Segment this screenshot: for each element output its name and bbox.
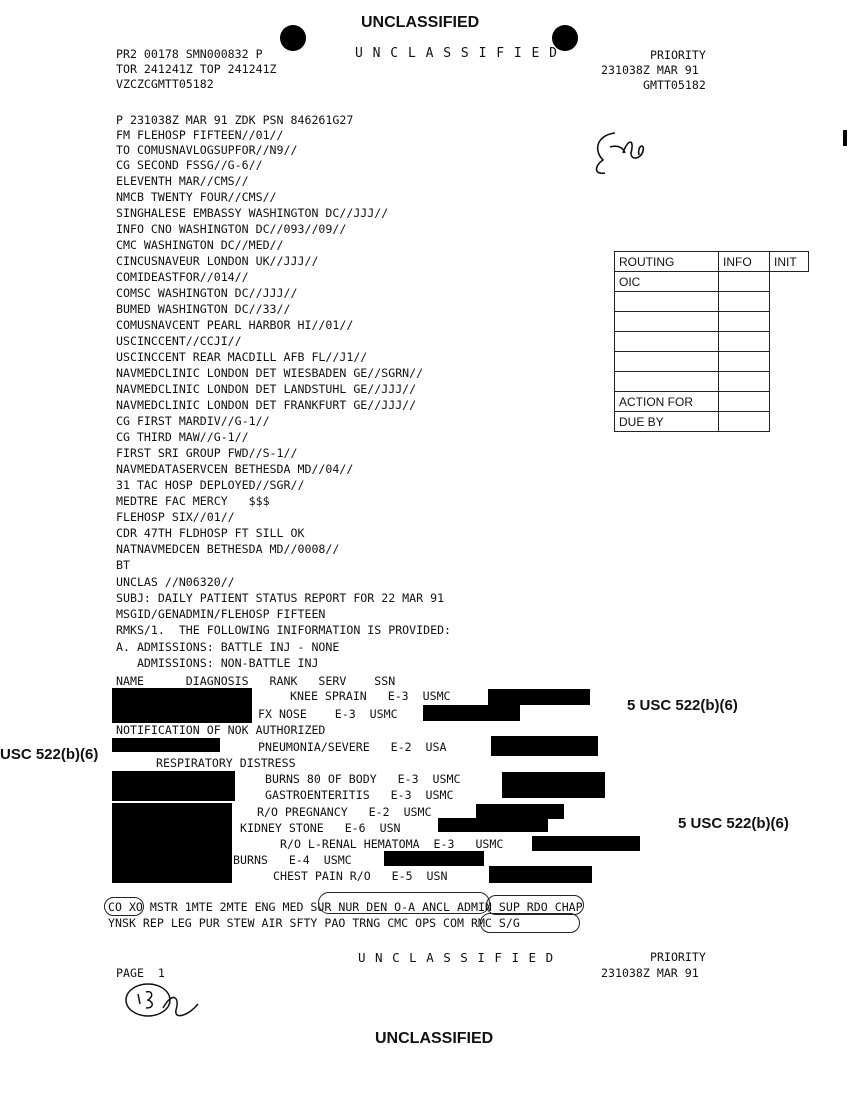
routing-header: ROUTING: [615, 252, 719, 272]
header-line-1: PR2 00178 SMN000832 P: [116, 47, 263, 61]
circle-annotation: [104, 897, 144, 916]
redaction-block: [112, 688, 252, 706]
subject-line: SUBJ: DAILY PATIENT STATUS REPORT FOR 22 MAR 91: [116, 591, 445, 605]
address-line: CMC WASHINGTON DC//MED//: [116, 238, 284, 252]
redaction-block: [384, 851, 484, 866]
routing-table: [614, 251, 809, 432]
page-number: PAGE 1: [116, 966, 165, 980]
classification-banner-bottom: UNCLASSIFIED: [375, 1030, 494, 1047]
address-line: 31 TAC HOSP DEPLOYED//SGR//: [116, 478, 305, 492]
header-line-2: TOR 241241Z TOP 241241Z: [116, 62, 277, 76]
redaction-block: [532, 836, 640, 851]
exemption-label: 5 USC 522(b)(6): [678, 815, 789, 832]
circle-annotation: [486, 895, 584, 915]
address-line: CINCUSNAVEUR LONDON UK//JJJ//: [116, 254, 319, 268]
address-line: BT: [116, 558, 130, 572]
address-line: RMKS/1. THE FOLLOWING INIFORMATION IS PROVIDED:: [116, 623, 452, 637]
address-line: FLEHOSP SIX//01//: [116, 510, 235, 524]
footer-dtg: 231038Z MAR 91: [601, 966, 699, 980]
address-line: NMCB TWENTY FOUR//CMS//: [116, 190, 277, 204]
address-line: CG SECOND FSSG//G-6//: [116, 158, 263, 172]
address-line: CG THIRD MAW//G-1//: [116, 430, 249, 444]
routing-cell: [719, 332, 770, 352]
patient-row: R/O L-RENAL HEMATOMA E-3 USMC: [280, 837, 504, 851]
routing-cell: [770, 352, 809, 372]
address-line: BUMED WASHINGTON DC//33//: [116, 302, 291, 316]
exemption-label: USC 522(b)(6): [0, 746, 99, 763]
address-line: ADMISSIONS: NON-BATTLE INJ: [116, 656, 319, 670]
routing-cell: [719, 272, 770, 292]
routing-cell: [770, 292, 809, 312]
address-line: INFO CNO WASHINGTON DC//093//09//: [116, 222, 347, 236]
address-line: TO COMUSNAVLOGSUPFOR//N9//: [116, 143, 298, 157]
redaction-block: [476, 804, 564, 819]
redaction-block: [112, 705, 252, 723]
address-line: SINGHALESE EMBASSY WASHINGTON DC//JJJ//: [116, 206, 389, 220]
patient-note: RESPIRATORY DISTRESS: [156, 756, 296, 770]
redaction-block: [488, 689, 590, 705]
routing-row-label: [615, 352, 719, 372]
margin-mark: [843, 130, 847, 146]
routing-cell: [719, 292, 770, 312]
init-header: INIT: [770, 252, 809, 272]
address-line: FIRST SRI GROUP FWD//S-1//: [116, 446, 298, 460]
patient-row: GASTROENTERITIS E-3 USMC: [265, 788, 454, 802]
exemption-label: 5 USC 522(b)(6): [627, 697, 738, 714]
patient-row: KIDNEY STONE E-6 USN: [240, 821, 401, 835]
address-line: CDR 47TH FLDHOSP FT SILL OK: [116, 526, 305, 540]
redaction-block: [438, 818, 548, 832]
patient-row: PNEUMONIA/SEVERE E-2 USA: [258, 740, 447, 754]
redaction-block: [502, 772, 605, 798]
redaction-block: [491, 736, 598, 756]
address-line: ELEVENTH MAR//CMS//: [116, 174, 249, 188]
distribution-line: CO XO MSTR 1MTE 2MTE ENG MED SUR NUR DEN O-A ANCL ADMIN SUP RDO CHAP: [108, 900, 583, 914]
footer-priority: PRIORITY: [650, 950, 706, 964]
redaction-block: [489, 866, 592, 883]
handwritten-initials: [585, 125, 655, 180]
patient-row: BURNS 80 OF BODY E-3 USMC: [265, 772, 461, 786]
routing-cell: [770, 372, 809, 392]
patient-row: BURNS E-4 USMC: [233, 853, 352, 867]
address-line: COMSC WASHINGTON DC//JJJ//: [116, 286, 298, 300]
routing-row-label: ACTION FOR: [615, 392, 719, 412]
routing-row-label: DUE BY: [615, 412, 719, 432]
header-line-3: VZCZCGMTT05182: [116, 77, 214, 91]
routing-cell: [770, 392, 809, 412]
address-line: NATNAVMEDCEN BETHESDA MD//0008//: [116, 542, 340, 556]
address-line: NAVMEDCLINIC LONDON DET WIESBADEN GE//SGRN//: [116, 366, 424, 380]
routing-row-label: [615, 292, 719, 312]
routing-row-label: [615, 372, 719, 392]
routing-row-label: [615, 312, 719, 332]
address-line: MEDTRE FAC MERCY $$$: [116, 494, 270, 508]
address-line: FM FLEHOSP FIFTEEN//01//: [116, 128, 284, 142]
address-line: CG FIRST MARDIV//G-1//: [116, 414, 270, 428]
address-line: UNCLAS //N06320//: [116, 575, 235, 589]
address-line: USCINCCENT//CCJI//: [116, 334, 242, 348]
routing-cell: [770, 332, 809, 352]
routing-cell: [719, 352, 770, 372]
routing-cell: [719, 312, 770, 332]
header-dtg: 231038Z MAR 91: [601, 63, 699, 77]
table-header-line: NAME DIAGNOSIS RANK SERV SSN: [116, 674, 396, 688]
address-line: USCINCCENT REAR MACDILL AFB FL//J1//: [116, 350, 368, 364]
redaction-block: [112, 803, 232, 883]
patient-row: FX NOSE E-3 USMC: [258, 707, 398, 721]
routing-cell: [719, 412, 770, 432]
patient-row: CHEST PAIN R/O E-5 USN: [273, 869, 448, 883]
address-line: COMUSNAVCENT PEARL HARBOR HI//01//: [116, 318, 354, 332]
routing-row-label: OIC: [615, 272, 719, 292]
address-line: COMIDEASTFOR//014//: [116, 270, 249, 284]
distribution-line: YNSK REP LEG PUR STEW AIR SFTY PAO TRNG CMC OPS COM RMC S/G: [108, 916, 520, 930]
address-line: NAVMEDCLINIC LONDON DET FRANKFURT GE//JJJ//: [116, 398, 417, 412]
footer-classification: U N C L A S S I F I E D: [358, 950, 555, 965]
redaction-block: [423, 705, 520, 721]
routing-cell: [719, 372, 770, 392]
address-line: NAVMEDATASERVCEN BETHESDA MD//04//: [116, 462, 354, 476]
routing-cell: [770, 312, 809, 332]
circle-annotation: [318, 892, 490, 914]
punch-hole-left: [280, 25, 306, 51]
circle-annotation: [480, 913, 580, 933]
handwritten-page-mark: [118, 980, 208, 1025]
routing-cell: [719, 392, 770, 412]
header-priority: PRIORITY: [650, 48, 706, 62]
address-line: MSGID/GENADMIN/FLEHOSP FIFTEEN: [116, 607, 326, 621]
address-line: NAVMEDCLINIC LONDON DET LANDSTUHL GE//JJJ//: [116, 382, 417, 396]
patient-row: KNEE SPRAIN E-3 USMC: [290, 689, 451, 703]
address-line: P 231038Z MAR 91 ZDK PSN 846261G27: [116, 113, 354, 127]
info-header: INFO: [719, 252, 770, 272]
patient-note: NOTIFICATION OF NOK AUTHORIZED: [116, 723, 326, 737]
routing-cell: [770, 412, 809, 432]
routing-cell: [770, 272, 809, 292]
address-line: A. ADMISSIONS: BATTLE INJ - NONE: [116, 640, 340, 654]
redaction-block: [112, 738, 220, 752]
routing-row-label: [615, 332, 719, 352]
patient-row: R/O PREGNANCY E-2 USMC: [257, 805, 432, 819]
header-msg-id: GMTT05182: [643, 78, 706, 92]
redaction-block: [112, 771, 235, 801]
classification-banner-top: UNCLASSIFIED: [361, 14, 480, 31]
header-classification: U N C L A S S I F I E D: [355, 46, 559, 61]
